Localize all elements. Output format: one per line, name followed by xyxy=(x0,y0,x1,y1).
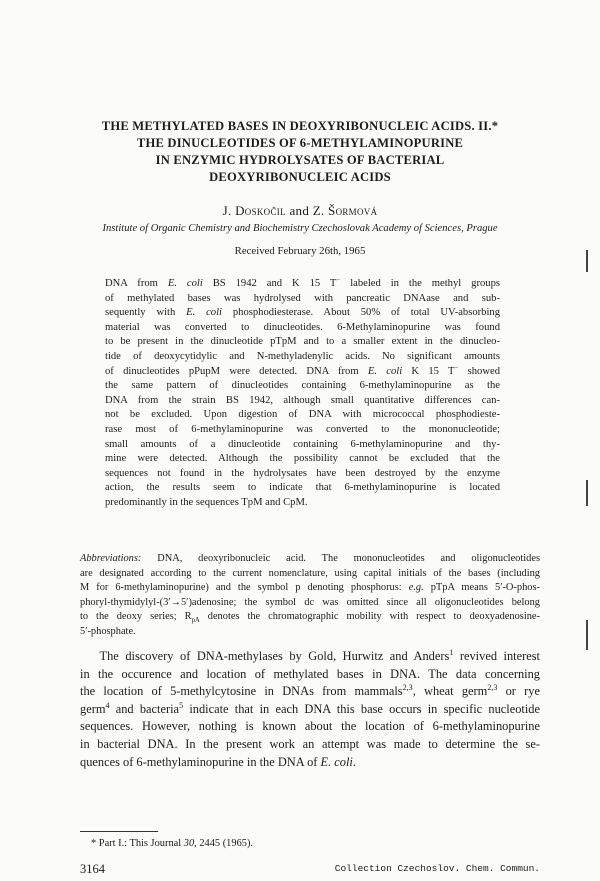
abstract-line: DNA from the strain BS 1942, although small quantitative differences can- xyxy=(105,394,500,406)
abbreviations xyxy=(80,552,540,639)
abbrev-line: to the deoxy series; $R_{pA}$ denotes the chromatographic mobility with respect to deoxyadenosine- xyxy=(80,611,540,625)
title-line: IN ENZYMIC HYDROLYSATES OF BACTERIAL xyxy=(155,153,445,167)
paper-title xyxy=(60,118,540,186)
abstract-line: of methylated bases was hydrolysed with pancreatic DNAase and sub- xyxy=(105,292,500,304)
abbrev-line: are designated according to the current nomenclature, using capital initials of the bases (including xyxy=(80,567,540,579)
author-surname: Šormová xyxy=(328,203,378,218)
title-line: THE DINUCLEOTIDES OF 6-METHYLAMINOPURINE xyxy=(136,136,464,150)
abbrev-line: phoryl-thymidylyl-(3′→5′)adenosine; the symbol dc was omitted since all oligonucleotides belong xyxy=(80,596,540,608)
title-line: THE METHYLATED BASES IN DEOXYRIBONUCLEIC ACIDS. II.* xyxy=(101,119,499,133)
footnote: * Part I.: This Journal 30, 2445 (1965). xyxy=(91,838,254,849)
abstract-line: sequently with E. coli phosphodiesterase. About 50% of total UV-absorbing xyxy=(105,307,501,319)
abstract-line: the same pattern of dinucleotides containing 6-methylaminopurine as the xyxy=(105,380,500,392)
citation-ref: 2,3 xyxy=(487,683,498,693)
abstract-line: DNA from E. coli BS 1942 and K 15 T− labeled in the methyl groups xyxy=(105,276,500,289)
body-line: sequences. However, nothing is known about the location of 6-methylaminopurine xyxy=(80,719,540,734)
abbrev-line: 5′-phosphate. xyxy=(80,625,136,637)
abstract-line: rase most of 6-methylaminopurine was converted to the mononucleotide; xyxy=(105,423,500,435)
abbrev-line: Abbreviations: DNA, deoxyribonucleic acid. The mononucleotides and oligonucleotides xyxy=(80,553,540,564)
scan-margin-mark xyxy=(586,480,588,506)
abstract-line: action, the results seem to indicate that 6-methylaminopurine is located xyxy=(105,482,500,494)
body-line: in bacterial DNA. In the present work an attempt was made to determine the se- xyxy=(80,736,540,751)
footnote-divider xyxy=(80,831,158,832)
abstract-line: material was converted to dinucleotides. 6-Methylaminopurine was found xyxy=(105,321,500,333)
body-line: in the occurence and location of methylated bases in DNA. The data concerning xyxy=(80,666,540,681)
journal-name: Collection Czechoslov. Chem. Commun. xyxy=(334,863,540,874)
abstract-line: mine were detected. Although the possibility cannot be excluded that the xyxy=(105,453,500,465)
abstract-line: sequences not found in the hydrolysates have been destroyed by the enzyme xyxy=(105,467,500,479)
abstract-line: small amounts of a dinucleotide containing 6-methylaminopurine and thy- xyxy=(105,438,500,450)
received-date: Received February 26th, 1965 xyxy=(234,245,366,257)
abstract-line: predominantly in the sequences TpM and CpM. xyxy=(105,496,308,508)
abstract-line: of dinucleotides pPupM were detected. DNA from E. coli K 15 T− showed xyxy=(105,364,501,377)
author-initial: Z. xyxy=(312,203,325,218)
body-line: germ$^4$ and bacteria$^5$ indicate that in each DNA this base occurs in specific nucleotide xyxy=(80,700,540,716)
authors xyxy=(0,203,600,219)
author-initial: J. xyxy=(222,203,232,218)
citation-ref: 1 xyxy=(449,647,454,657)
abstract xyxy=(105,277,500,511)
page-number: 3164 xyxy=(80,862,105,876)
title-line: DEOXYRIBONUCLEIC ACIDS xyxy=(209,170,391,184)
body-text xyxy=(80,648,540,771)
citation-ref: 5 xyxy=(179,700,184,710)
citation-ref: 4 xyxy=(105,700,110,710)
body-line: quences of 6-methylaminopurine in the DNA of E. coli. xyxy=(80,754,356,769)
body-line: The discovery of DNA-methylases by Gold, Hurwitz and Anders$^1$ revived interest xyxy=(99,647,540,663)
scan-margin-mark xyxy=(586,620,588,650)
author-surname: Doskočil xyxy=(235,203,286,218)
scan-margin-mark xyxy=(586,250,588,272)
abstract-line: tide of deoxycytidylic and N-methyladenylic acids. No significant amounts xyxy=(105,350,500,362)
affiliation: Institute of Organic Chemistry and Biochemistry Czechoslovak Academy of Sciences, Prague xyxy=(102,223,498,234)
abbrev-label: Abbreviations: xyxy=(80,553,142,564)
body-line: the location of 5-methylcytosine in DNAs from mammals$^{2,3}$, wheat germ$^{2,3}$ or rye xyxy=(80,683,540,699)
author-conjunction: and xyxy=(289,203,310,218)
abbrev-line: M for 6-methylaminopurine) and the symbol p denoting phosphorus: e.g. pTpA means 5′-O-phos- xyxy=(80,582,540,593)
citation-ref: 2,3 xyxy=(402,683,413,693)
abstract-line: not be excluded. Upon digestion of DNA with micrococcal phosphodieste- xyxy=(105,409,500,421)
abstract-line: to be present in the dinucleotide pTpM and to a smaller extent in the dinucleo- xyxy=(105,336,500,348)
